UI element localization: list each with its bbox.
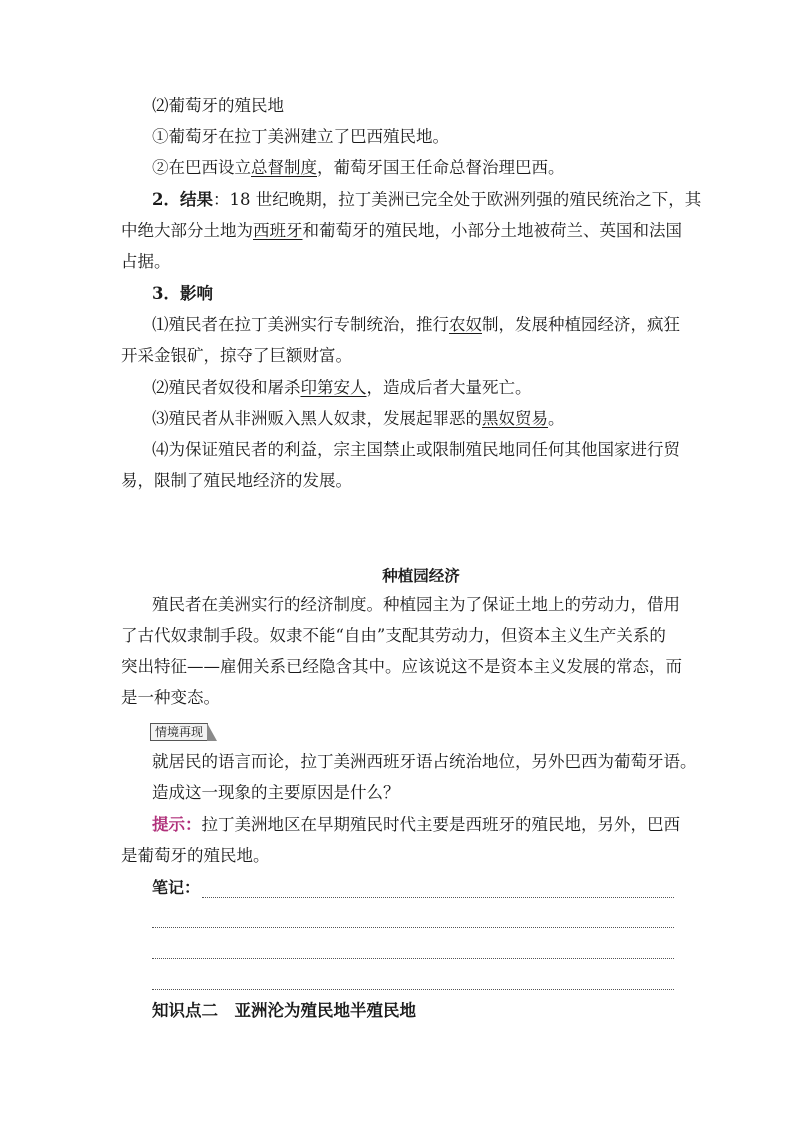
text-run: ，葡萄牙国王任命总督治理巴西。 bbox=[317, 158, 565, 177]
knowledge-point-heading: 知识点二 亚洲沦为殖民地半殖民地 bbox=[152, 1001, 416, 1020]
tag-corner-icon bbox=[207, 723, 217, 741]
underlined-term: 西班牙 bbox=[253, 221, 303, 240]
notes-dotted-line bbox=[152, 958, 674, 959]
paragraph-line: 突出特征——雇佣关系已经隐含其中。应该说这不是资本主义发展的常态，而 bbox=[121, 657, 682, 676]
paragraph-line bbox=[152, 188, 702, 212]
paragraph-line bbox=[152, 376, 682, 400]
paragraph-line: 占据。 bbox=[121, 252, 171, 271]
paragraph-line bbox=[152, 313, 682, 337]
notes-dotted-line bbox=[152, 927, 674, 928]
notes-row[interactable] bbox=[152, 968, 674, 992]
item-number: 2． bbox=[152, 190, 180, 209]
paragraph-line bbox=[121, 219, 681, 243]
text-run: 中绝大部分土地为 bbox=[121, 221, 253, 240]
text-run: 。 bbox=[548, 409, 565, 428]
question-line: 就居民的语言而论，拉丁美洲西班牙语占统治地位，另外巴西为葡萄牙语。 bbox=[152, 752, 697, 771]
box-title-plantation: 种植园经济 bbox=[382, 566, 460, 585]
notes-label: 笔记： bbox=[152, 878, 201, 897]
text-run: ⑶殖民者从非洲贩入黑人奴隶，发展起罪恶的 bbox=[152, 409, 482, 428]
underlined-term: 总督制度 bbox=[251, 158, 317, 177]
text-run: 拉丁美洲地区在早期殖民时代主要是西班牙的殖民地，另外，巴西 bbox=[201, 815, 680, 834]
section-heading-portugal: ⑵葡萄牙的殖民地 bbox=[152, 96, 284, 115]
item-label: 结果 bbox=[179, 190, 213, 209]
underlined-term: 印第安人 bbox=[300, 378, 367, 397]
text-run: ⑴殖民者在拉丁美洲实行专制统治，推行 bbox=[152, 315, 449, 334]
notes-dotted-line bbox=[202, 897, 674, 898]
paragraph-line: 开采金银矿，掠夺了巨额财富。 bbox=[121, 346, 352, 365]
scenario-tag bbox=[150, 722, 217, 742]
text-run: ⑵殖民者奴役和屠杀 bbox=[152, 378, 301, 397]
hint-line bbox=[152, 813, 682, 837]
notes-row[interactable] bbox=[152, 937, 674, 961]
paragraph-line: 殖民者在美洲实行的经济制度。种植园主为了保证土地上的劳动力，借用 bbox=[152, 595, 680, 614]
hint-label: 提示： bbox=[152, 815, 202, 834]
paragraph-line bbox=[152, 407, 682, 431]
text-run: ②在巴西设立 bbox=[152, 158, 251, 177]
question-line: 造成这一现象的主要原因是什么？ bbox=[152, 783, 400, 802]
notes-row[interactable] bbox=[152, 876, 674, 900]
paragraph-line: ⑷为保证殖民者的利益，宗主国禁止或限制殖民地同任何其他国家进行贸 bbox=[152, 440, 680, 459]
notes-row[interactable] bbox=[152, 906, 674, 930]
section-heading-impact: 3．影响 bbox=[152, 284, 213, 303]
underlined-term: 农奴 bbox=[449, 315, 482, 334]
text-run: ：18 世纪晚期，拉丁美洲已完全处于欧洲列强的殖民统治之下，其 bbox=[212, 190, 702, 209]
text-run: 和葡萄牙的殖民地，小部分土地被荷兰、英国和法国 bbox=[302, 221, 682, 240]
text-run: 制，发展种植园经济，疯狂 bbox=[482, 315, 680, 334]
paragraph-line: 易，限制了殖民地经济的发展。 bbox=[121, 471, 352, 490]
paragraph-line bbox=[152, 156, 682, 180]
scenario-tag-label: 情境再现 bbox=[150, 723, 208, 741]
underlined-term: 黑奴贸易 bbox=[482, 409, 548, 428]
paragraph-line: 是一种变态。 bbox=[121, 688, 220, 707]
notes-dotted-line bbox=[152, 989, 674, 990]
paragraph-line: 了古代奴隶制手段。奴隶不能“自由”支配其劳动力，但资本主义生产关系的 bbox=[121, 626, 666, 645]
hint-line: 是葡萄牙的殖民地。 bbox=[121, 846, 270, 865]
text-run: ，造成后者大量死亡。 bbox=[366, 378, 532, 397]
paragraph-line: ①葡萄牙在拉丁美洲建立了巴西殖民地。 bbox=[152, 127, 449, 146]
